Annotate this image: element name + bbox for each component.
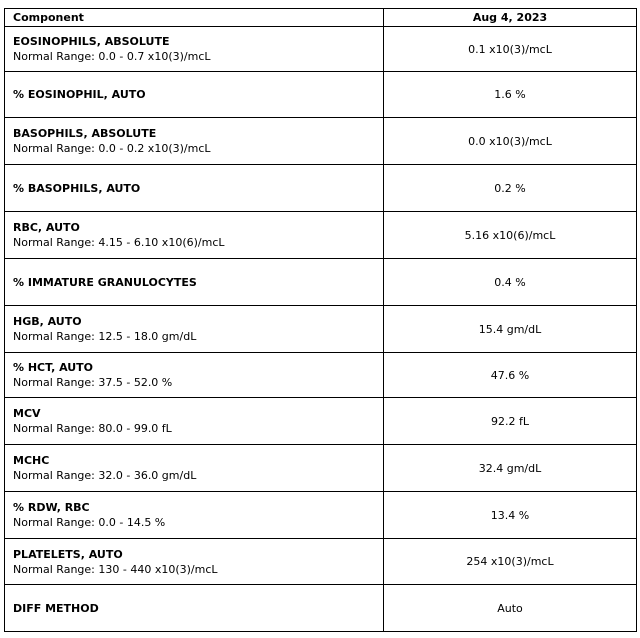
result-value: 254 x10(3)/mcL <box>384 539 637 585</box>
table-row-rdw <box>5 492 637 539</box>
table-row-mcv <box>5 398 637 445</box>
table-row-mchc <box>5 445 637 492</box>
test-name: % HCT, AUTO <box>13 361 94 374</box>
table-row-basophils-percent <box>5 165 637 212</box>
table-row-hgb <box>5 306 637 353</box>
normal-range: Normal Range: 0.0 - 0.7 x10(3)/mcL <box>13 50 211 63</box>
table-row-eosinophil-percent <box>5 72 637 118</box>
table-row-basophils-absolute <box>5 118 637 165</box>
result-value: 15.4 gm/dL <box>384 306 637 353</box>
test-name: HGB, AUTO <box>13 315 82 328</box>
column-header-date: Aug 4, 2023 <box>384 9 637 27</box>
table-row-diff-method <box>5 585 637 632</box>
result-value: 47.6 % <box>384 353 637 398</box>
test-name: % RDW, RBC <box>13 501 90 514</box>
test-name: % BASOPHILS, AUTO <box>13 181 141 195</box>
test-name: BASOPHILS, ABSOLUTE <box>13 127 157 140</box>
normal-range: Normal Range: 37.5 - 52.0 % <box>13 376 173 389</box>
test-name: MCHC <box>13 454 50 467</box>
result-value: 0.1 x10(3)/mcL <box>384 27 637 72</box>
result-value: 13.4 % <box>384 492 637 539</box>
test-name: PLATELETS, AUTO <box>13 547 123 561</box>
table-row-rbc <box>5 212 637 259</box>
test-name: MCV <box>13 407 41 420</box>
normal-range: Normal Range: 130 - 440 x10(3)/mcL <box>13 562 218 576</box>
test-name: % EOSINOPHIL, AUTO <box>13 88 146 101</box>
normal-range: Normal Range: 0.0 - 14.5 % <box>13 516 166 529</box>
test-name: EOSINOPHILS, ABSOLUTE <box>13 35 170 48</box>
table-row-immature-granulocytes <box>5 259 637 306</box>
normal-range: Normal Range: 32.0 - 36.0 gm/dL <box>13 469 197 482</box>
normal-range: Normal Range: 4.15 - 6.10 x10(6)/mcL <box>13 236 225 249</box>
table-row-eosinophils-absolute <box>5 27 637 72</box>
result-value: 5.16 x10(6)/mcL <box>384 212 637 259</box>
table-header-row <box>5 9 637 27</box>
test-name: DIFF METHOD <box>13 601 99 615</box>
result-value: 0.0 x10(3)/mcL <box>384 118 637 165</box>
normal-range: Normal Range: 80.0 - 99.0 fL <box>13 422 172 435</box>
table-row-platelets <box>5 539 637 585</box>
result-value: 0.2 % <box>384 165 637 212</box>
result-value: 1.6 % <box>384 72 637 118</box>
result-value: 92.2 fL <box>384 398 637 445</box>
normal-range: Normal Range: 0.0 - 0.2 x10(3)/mcL <box>13 142 211 155</box>
table-row-hct <box>5 353 637 398</box>
column-header-component: Component <box>5 9 384 27</box>
result-value: 32.4 gm/dL <box>384 445 637 492</box>
result-value: 0.4 % <box>384 259 637 306</box>
test-name: % IMMATURE GRANULOCYTES <box>13 275 197 289</box>
lab-results-table <box>4 8 637 632</box>
result-value: Auto <box>384 585 637 632</box>
normal-range: Normal Range: 12.5 - 18.0 gm/dL <box>13 330 197 343</box>
test-name: RBC, AUTO <box>13 221 80 234</box>
